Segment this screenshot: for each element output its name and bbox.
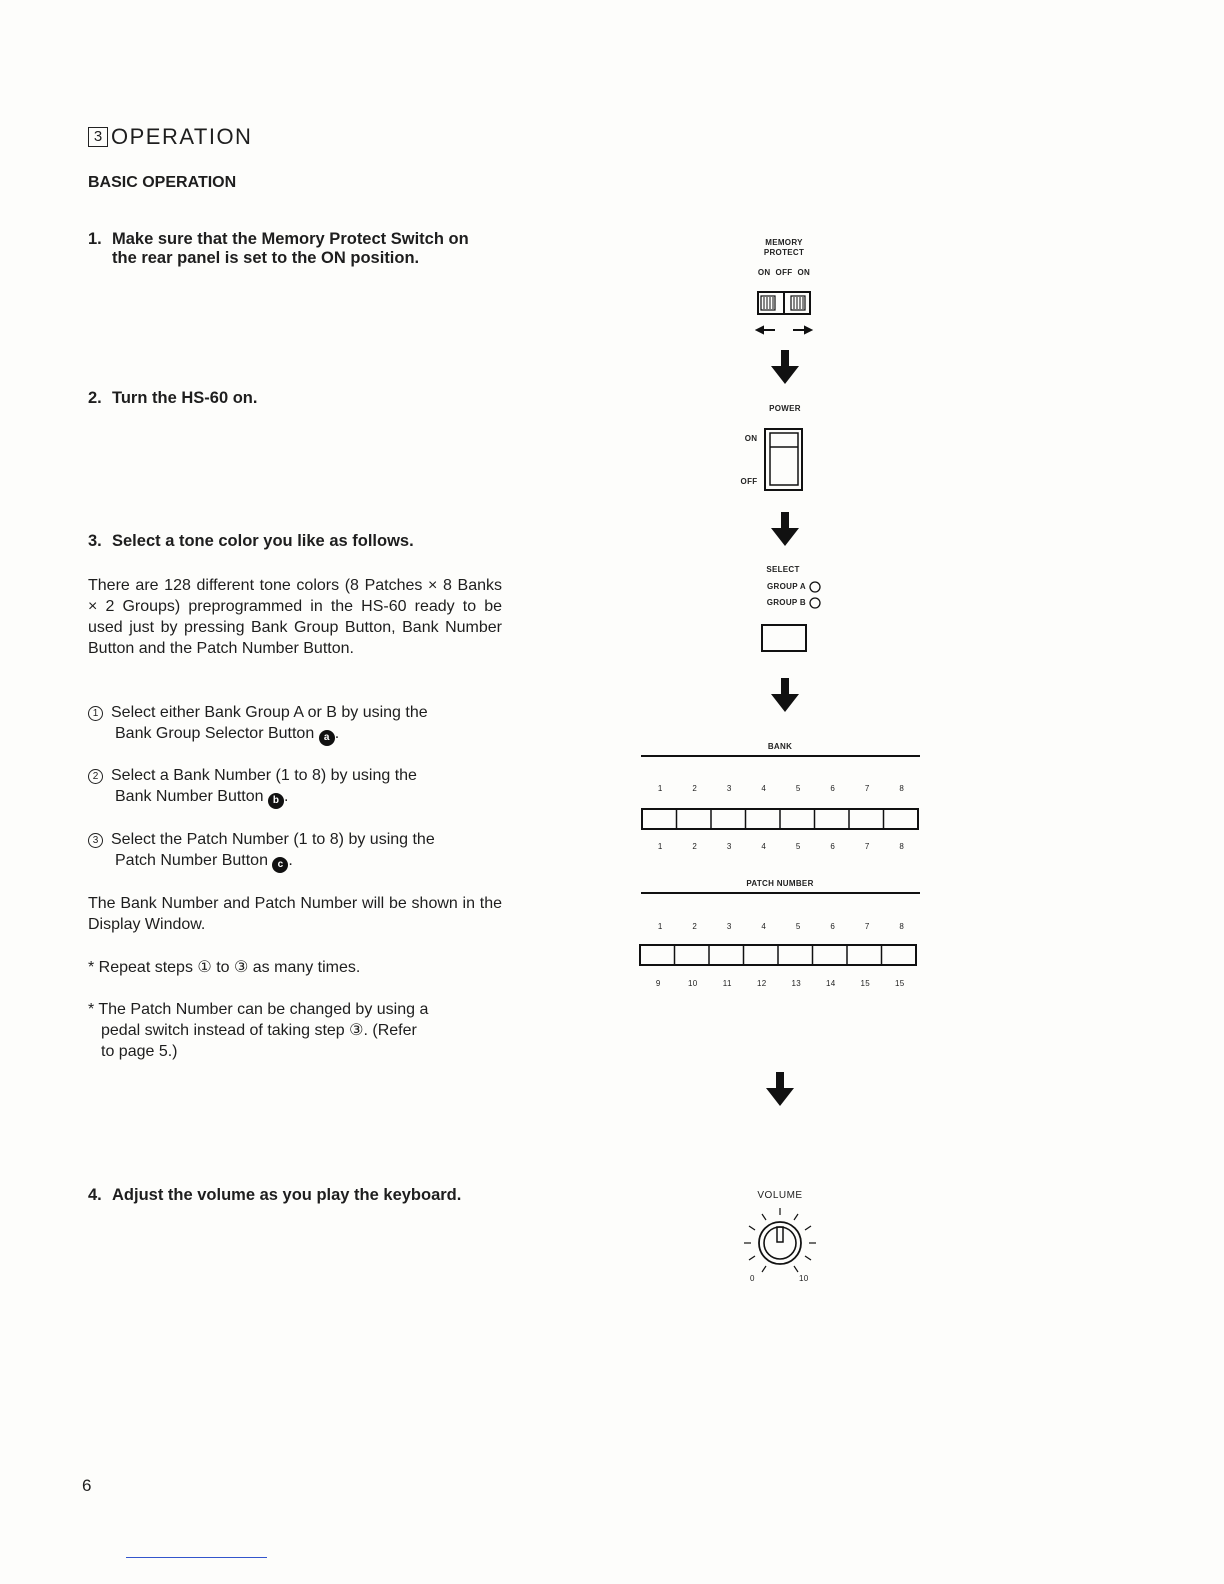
patch-top-num: 1 — [657, 922, 663, 931]
note-pedal-line3: to page 5.) — [101, 1043, 178, 1060]
down-arrow-icon — [768, 678, 802, 714]
substep-3: 3 Select the Patch Number (1 to 8) by using the Patch Number Button c . — [88, 829, 502, 873]
group-b-label: GROUP B — [766, 598, 806, 607]
step-2-text: Turn the HS-60 on. — [112, 389, 258, 407]
step-1-line2: the rear panel is set to the ON position. — [112, 249, 420, 267]
patch-top-numbers — [643, 922, 919, 931]
down-arrow-icon — [763, 1072, 797, 1108]
bank-label: BANK — [767, 742, 793, 751]
memory-label-line1: MEMORY — [765, 238, 803, 247]
step-1 — [88, 230, 518, 268]
patch-bottom-num: 15 — [860, 979, 870, 988]
step-3 — [88, 532, 414, 551]
step-2 — [88, 389, 257, 408]
substep-2-marker: 2 — [88, 769, 103, 784]
volume-label: VOLUME — [757, 1190, 803, 1201]
bottom-line — [126, 1557, 267, 1558]
note-pedal — [88, 999, 502, 1062]
badge-c: c — [272, 857, 288, 873]
step-4 — [88, 1186, 461, 1205]
volume-max: 10 — [799, 1274, 809, 1283]
step-2-number: 2. — [88, 389, 102, 407]
bank-bottom-num: 4 — [761, 842, 767, 851]
bank-top-num: 6 — [830, 784, 836, 793]
down-arrow-icon — [768, 350, 802, 386]
step-3-text: Select a tone color you like as follows. — [112, 532, 414, 550]
substep-2-line2: Bank Number Button — [115, 788, 264, 805]
note-pedal-line2: pedal switch instead of taking step ③. (Refer — [101, 1022, 417, 1039]
substep-3-line2: Patch Number Button — [115, 852, 268, 869]
patch-top-num: 2 — [692, 922, 698, 931]
memory-protect-switch — [755, 290, 815, 338]
bank-top-num: 3 — [726, 784, 732, 793]
patch-bottom-num: 13 — [791, 979, 801, 988]
substep-1: 1 Select either Bank Group A or B by using the Bank Group Selector Button a . — [88, 702, 502, 746]
substep-2: 2 Select a Bank Number (1 to 8) by using the Bank Number Button b . — [88, 765, 502, 809]
bank-bottom-num: 6 — [830, 842, 836, 851]
substep-1-line2: Bank Group Selector Button — [115, 725, 315, 742]
bank-rule — [641, 755, 920, 757]
page-number: 6 — [82, 1476, 92, 1495]
step-4-number: 4. — [88, 1186, 102, 1204]
substep-2-line1: Select a Bank Number (1 to 8) by using the — [111, 767, 417, 784]
patch-number-label: PATCH NUMBER — [746, 879, 814, 888]
group-select-button — [761, 624, 807, 652]
step-3-number: 3. — [88, 532, 102, 550]
section-number: 3 — [88, 127, 108, 147]
bank-top-num: 1 — [657, 784, 663, 793]
substep-3-line1: Select the Patch Number (1 to 8) by using the — [111, 831, 435, 848]
intro-paragraph: There are 128 different tone colors (8 Patches × 8 Banks × 2 Groups) preprogrammed in the HS-60 ready to be used just by pressing Bank Group Button, Bank Number Button and the Patch Number Button. — [88, 577, 502, 657]
patch-top-num: 8 — [899, 922, 905, 931]
power-switch — [763, 427, 805, 493]
badge-a: a — [319, 730, 335, 746]
substep-3-marker: 3 — [88, 833, 103, 848]
patch-bottom-num: 10 — [688, 979, 698, 988]
patch-bottom-num: 15 — [895, 979, 905, 988]
patch-bottom-num: 11 — [722, 979, 732, 988]
group-a-label: GROUP A — [767, 582, 806, 591]
memory-positions: ON OFF ON — [757, 268, 811, 277]
badge-b: b — [268, 793, 284, 809]
patch-bottom-num: 14 — [826, 979, 836, 988]
bank-bottom-num: 1 — [657, 842, 663, 851]
bank-bottom-num: 8 — [899, 842, 905, 851]
patch-buttons — [639, 944, 919, 968]
volume-min: 0 — [750, 1274, 755, 1283]
volume-knob-icon — [740, 1206, 820, 1276]
patch-top-num: 3 — [726, 922, 732, 931]
memory-protect-label — [740, 238, 828, 258]
down-arrow-icon — [768, 512, 802, 548]
power-label: POWER — [769, 404, 801, 413]
power-off-label: OFF — [740, 477, 758, 486]
bank-top-num: 5 — [795, 784, 801, 793]
bank-buttons — [641, 808, 921, 832]
bank-top-num: 4 — [761, 784, 767, 793]
substep-1-marker: 1 — [88, 706, 103, 721]
patch-bottom-num: 9 — [655, 979, 661, 988]
bank-top-num: 8 — [899, 784, 905, 793]
power-on-label: ON — [744, 434, 758, 443]
group-indicators — [808, 580, 822, 612]
step-1-number: 1. — [88, 230, 102, 248]
patch-top-num: 4 — [761, 922, 767, 931]
note-repeat: * Repeat steps ① to ③ as many times. — [88, 959, 361, 976]
patch-top-num: 7 — [864, 922, 870, 931]
bank-bottom-num: 7 — [864, 842, 870, 851]
section-title-text: OPERATION — [111, 124, 253, 149]
patch-top-num: 6 — [830, 922, 836, 931]
bank-bottom-num: 3 — [726, 842, 732, 851]
bank-top-numbers — [643, 784, 919, 793]
section-title — [88, 124, 252, 150]
bank-top-num: 2 — [692, 784, 698, 793]
patch-rule — [641, 892, 920, 894]
select-label: SELECT — [766, 565, 800, 574]
section-subtitle: BASIC OPERATION — [88, 174, 237, 191]
substep-1-line1: Select either Bank Group A or B by using the — [111, 704, 428, 721]
patch-top-num: 5 — [795, 922, 801, 931]
bank-top-num: 7 — [864, 784, 870, 793]
bank-bottom-num: 2 — [692, 842, 698, 851]
display-note: The Bank Number and Patch Number will be shown in the Display Window. — [88, 895, 502, 933]
memory-label-line2: PROTECT — [763, 248, 805, 257]
patch-bottom-numbers — [641, 979, 917, 988]
step-1-line1: Make sure that the Memory Protect Switch on — [112, 230, 469, 248]
bank-bottom-numbers — [643, 842, 919, 851]
step-4-text: Adjust the volume as you play the keyboard. — [112, 1186, 462, 1204]
group-a-led-icon — [810, 582, 820, 592]
bank-bottom-num: 5 — [795, 842, 801, 851]
note-pedal-line1: * The Patch Number can be changed by using a — [88, 1001, 429, 1018]
group-b-led-icon — [810, 598, 820, 608]
patch-bottom-num: 12 — [757, 979, 767, 988]
